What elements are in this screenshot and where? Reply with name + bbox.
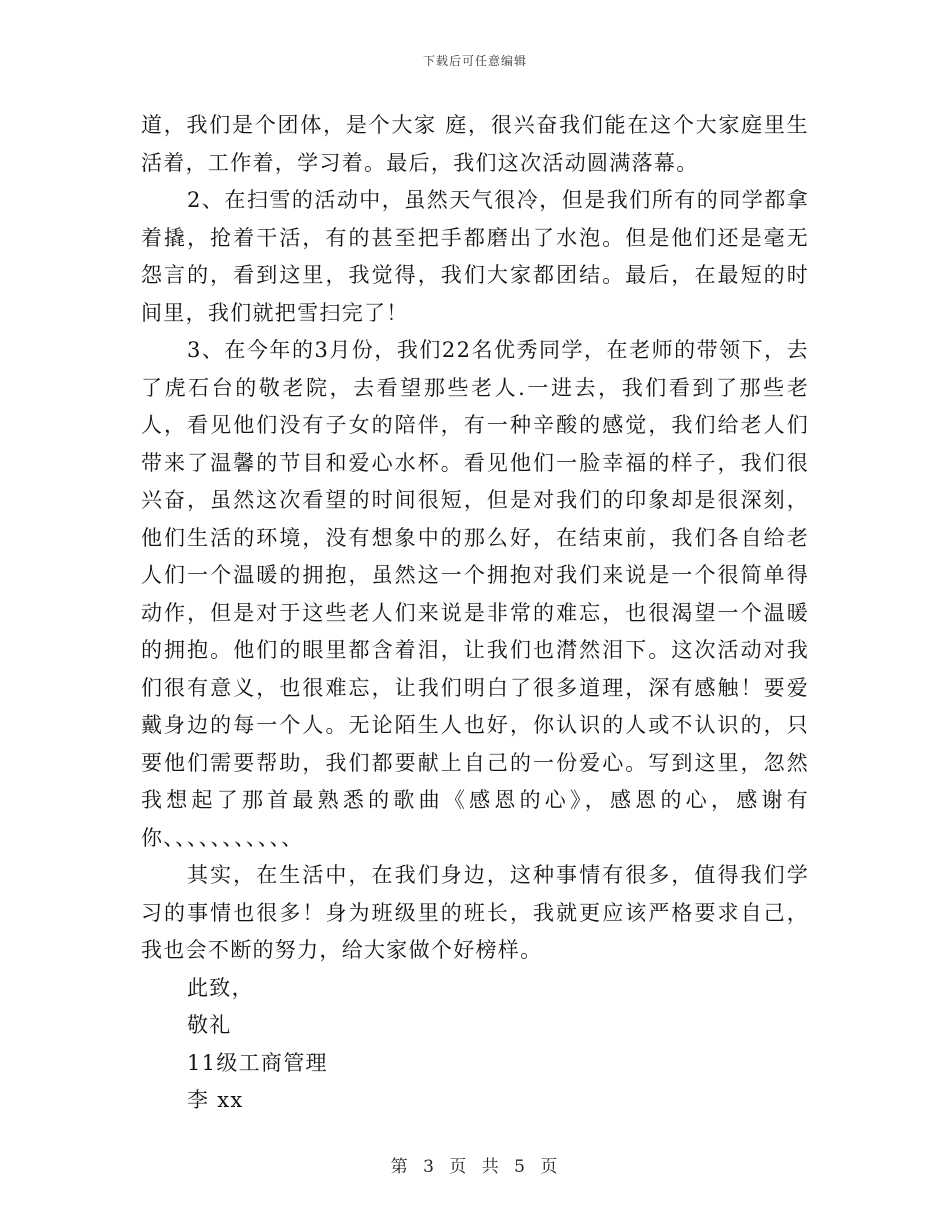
paragraph-nursing-home: 3、在今年的3月份，我们22名优秀同学，在老师的带领下，去了虎石台的敬老院，去看望那些老人.一进去，我们看到了那些老人，看见他们没有子女的陪伴，有一种辛酸的感觉，我们给老人们带来了温馨的节目和爱心水杯。看见他们一脸幸福的样子，我们很兴奋，虽然这次看望的时间很短，但是对我们的印象却是很深刻，他们生活的环境，没有想象中的那么好，在结束前，我们各自给老人们一个温暖的拥抱，虽然这一个拥抱对我们来说是一个很简单得动作，但是对于这些老人们来说是非常的难忘，也很渴望一个温暖的拥抱。他们的眼里都含着泪，让我们也潸然泪下。这次活动对我们很有意义，也很难忘，让我们明白了很多道理，深有感触！要爱戴身边的每一个人。无论陌生人也好，你认识的人或不认识的，只要他们需要帮助，我们都要献上自己的一份爱心。写到这里，忽然我想起了那首最熟悉的歌曲《感恩的心》，感恩的心，感谢有你、、、、、、、、、、、 bbox=[141, 338, 809, 850]
paragraph-continuation: 道，我们是个团体，是个大家 庭，很兴奋我们能在这个大家庭里生活着，工作着，学习着。最后，我们这次活动圆满落幕。 bbox=[141, 113, 809, 175]
closing-regards: 敬礼 bbox=[187, 1013, 232, 1037]
page-label-suffix: 页 bbox=[540, 1157, 560, 1177]
total-label: 共 bbox=[481, 1157, 501, 1177]
closing-signature: 李 xx bbox=[187, 1088, 244, 1112]
page-label-mid: 页 bbox=[449, 1157, 469, 1177]
total-pages-number: 5 bbox=[514, 1157, 527, 1177]
document-body bbox=[141, 107, 809, 1120]
closing-class-name: 11级工商管理 bbox=[187, 1050, 328, 1075]
current-page-number: 3 bbox=[423, 1157, 436, 1177]
paragraph-conclusion: 其实，在生活中，在我们身边，这种事情有很多，值得我们学习的事情也很多！身为班级里的班长，我就更应该严格要求自己，我也会不断的努力，给大家做个好榜样。 bbox=[141, 863, 809, 962]
paragraph-snow-sweeping: 2、在扫雪的活动中，虽然天气很冷，但是我们所有的同学都拿着撬，抢着干活，有的甚至把手都磨出了水泡。但是他们还是毫无怨言的，看到这里，我觉得，我们大家都团结。最后，在最短的时间里，我们就把雪扫完了！ bbox=[141, 188, 809, 325]
page-footer bbox=[0, 1152, 950, 1177]
page-label-prefix: 第 bbox=[390, 1157, 410, 1177]
closing-salutation: 此致， bbox=[187, 975, 254, 1000]
page-header: 下载后可任意编辑 bbox=[422, 54, 527, 68]
letter-closing bbox=[141, 970, 809, 1120]
